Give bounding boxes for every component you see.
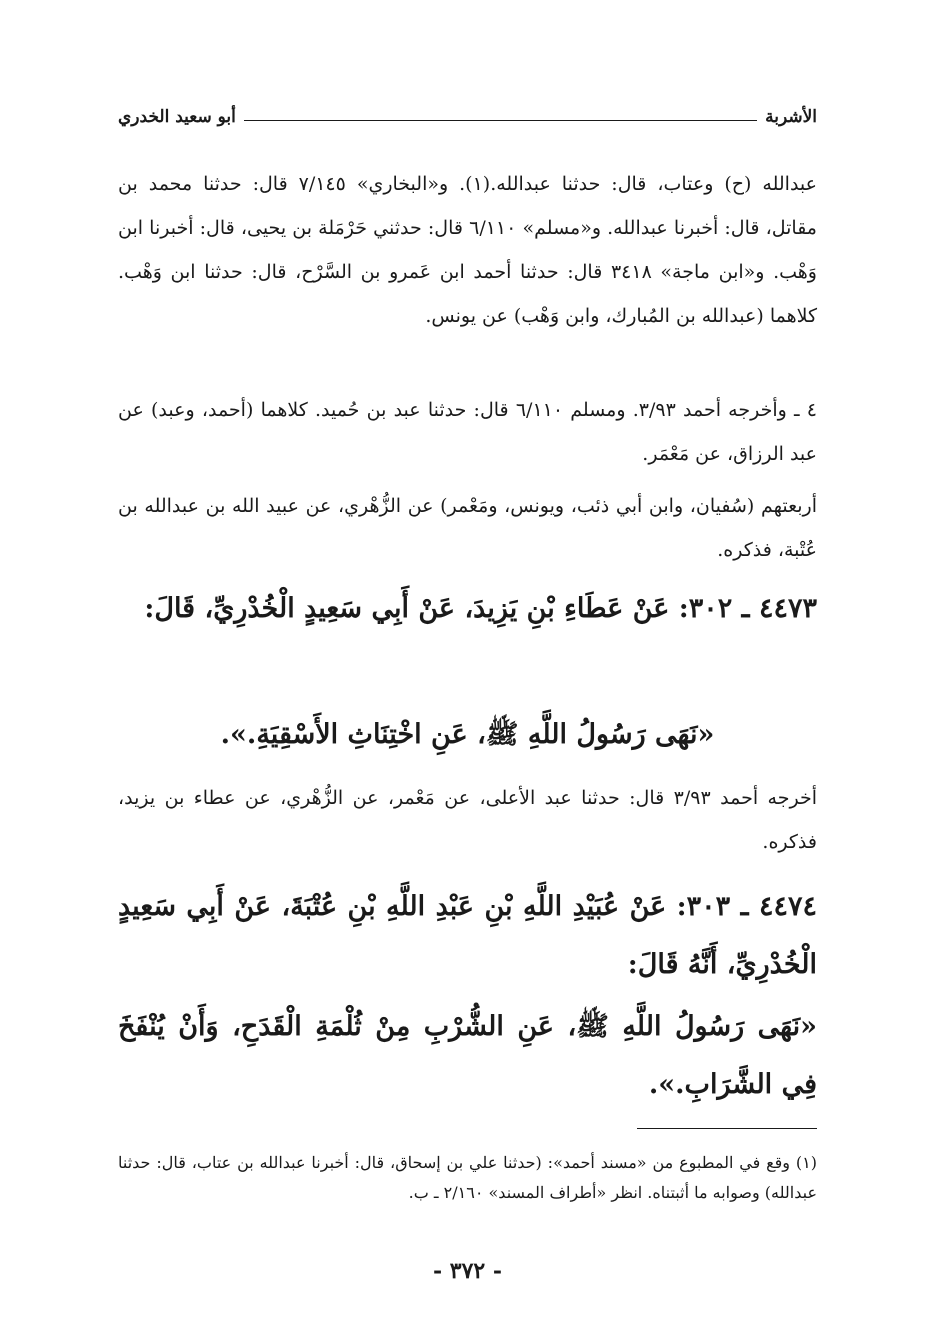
page-number: - ٣٧٢ - — [432, 1258, 503, 1284]
hadith-4473-text: «نَهَى رَسُولُ اللَّهِ ﷺ، عَنِ اخْتِنَاثِ الأَسْقِيَةِ.». — [220, 719, 715, 750]
footnote-1: (١) وقع في المطبوع من «مسند أحمد»: (حدثنا علي بن إسحاق، قال: أخبرنا عبدالله بن عتاب، قال: حدثنا عبدالله) وصوابه ما أثبتناه. انظر «أطراف المسند» ٢/١٦٠ ـ ب. — [118, 1153, 817, 1202]
footnote-rule — [637, 1128, 817, 1129]
section-author: أبو سعيد الخدري — [118, 107, 236, 127]
chapter-title: الأشربة — [765, 107, 817, 127]
hadith-4474-heading: ٤٤٧٤ ـ ٣٠٣: عَنْ عُبَيْدِ اللَّهِ بْنِ عَبْدِ اللَّهِ بْنِ عُتْبَةَ، عَنْ أَبِي سَعِيدٍ الْخُدْرِيِّ، أَنَّهُ قَالَ: — [118, 891, 817, 980]
running-header — [118, 100, 817, 134]
hadith-4473-heading: ٤٤٧٣ ـ ٣٠٢: عَنْ عَطَاءِ بْنِ يَزِيدَ، عَنْ أَبِي سَعِيدٍ الْخُدْرِيِّ، قَالَ: — [144, 593, 817, 624]
hadith-4473-takhrij: أخرجه أحمد ٣/٩٣ قال: حدثنا عبد الأعلى، عن مَعْمر، عن الزُّهْري، عن عطاء بن يزيد، فذكره. — [118, 787, 817, 853]
hadith-4474-text: «نَهَى رَسُولُ اللَّهِ ﷺ، عَنِ الشُّرْبِ مِنْ ثُلْمَةِ الْقَدَحِ، وَأَنْ يُنْفَخَ فِي الشَّرَابِ.». — [118, 1011, 817, 1100]
paragraph-sources-continued: عبدالله (ح) وعتاب، قال: حدثنا عبدالله.(١). و«البخاري» ٧/١٤٥ قال: حدثنا محمد بن مقاتل، قال: أخبرنا عبدالله. و«مسلم» ٦/١١٠ قال: حدثني حَرْمَلة بن يحيى، قال: أخبرنا ابن وَهْب. و«ابن ماجة» ٣٤١٨ قال: حدثنا أحمد ابن عَمرو بن السَّرْح، قال: حدثنا ابن وَهْب. كلاهما (عبدالله بن المُبارك، وابن وَهْب) عن يونس. — [118, 173, 818, 327]
header-rule — [244, 120, 757, 121]
paragraph-arbaatuhum: أربعتهم (سُفيان، وابن أبي ذئب، ويونس، ومَعْمر) عن الزُّهْري، عن عبيد الله بن عبدالله بن عُتْبة، فذكره. — [118, 495, 817, 561]
paragraph-takhrij-4: ٤ ـ وأخرجه أحمد ٣/٩٣. ومسلم ٦/١١٠ قال: حدثنا عبد بن حُميد. كلاهما (أحمد، وعبد) عن عبد الرزاق، عن مَعْمَر. — [118, 399, 817, 465]
